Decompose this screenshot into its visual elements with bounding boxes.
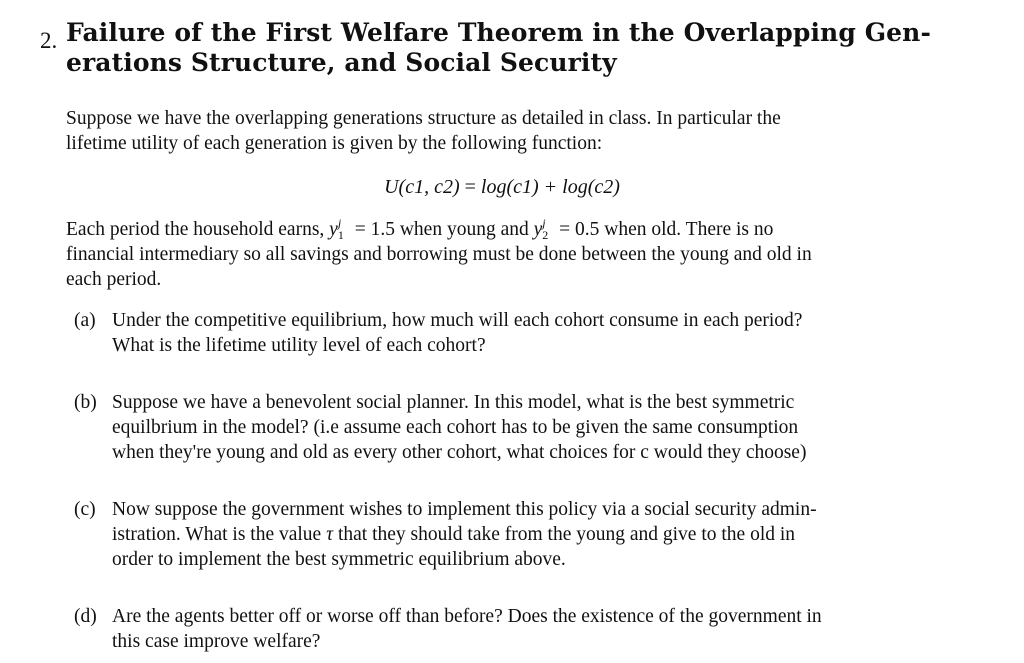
intro-line-2: lifetime utility of each generation is given by the following function:: [66, 133, 603, 154]
earnings-intro-text: Each period the household earns,: [66, 219, 325, 240]
question-a-label: (a): [74, 310, 96, 331]
problem-title-text: Failure of the First Welfare Theorem in the Overlapping Gen- erations Structure, and Social Security: [66, 18, 931, 77]
old-income-indices: [542, 216, 554, 242]
utility-equation: [66, 173, 938, 201]
utility-function-symbol: U: [384, 176, 399, 198]
question-c-line-2: [112, 522, 938, 547]
intro-paragraph: [66, 106, 938, 156]
question-a-line-1: Under the competitive equilibrium, how much will each cohort consume in each period?: [112, 310, 803, 331]
question-b-line-3: when they're young and old as every other cohort, what choices for c would they choose): [112, 442, 807, 463]
tau-symbol: τ: [326, 524, 334, 545]
young-income-subscript: 1: [337, 228, 344, 242]
question-d-line-1: Are the agents better off or worse off than before? Does the existence of the government in: [112, 606, 822, 627]
old-income-superscript: j: [542, 216, 546, 230]
question-d-text: [112, 604, 938, 654]
old-income-subscript: 2: [542, 228, 549, 242]
question-b-line-1: Suppose we have a benevolent social planner. In this model, what is the best symmetric: [112, 392, 795, 413]
old-income-symbol: y: [533, 219, 543, 240]
question-d-line-2: this case improve welfare?: [112, 631, 321, 652]
young-income-superscript: j: [337, 216, 342, 230]
question-c-text: [112, 497, 938, 572]
earnings-line-1: [66, 217, 938, 242]
young-income-value: = 1.5 when young and: [354, 219, 529, 240]
question-b-line-2: equilbrium in the model? (i.e assume each cohort has to be given the same consumption: [112, 417, 799, 438]
question-c-line-3: order to implement the best symmetric equilibrium above.: [112, 549, 566, 570]
equals-sign: =: [464, 176, 476, 198]
utility-arguments: (c1, c2): [398, 176, 460, 198]
question-a-line-2: What is the lifetime utility level of each cohort?: [112, 335, 486, 356]
earnings-line-2: financial intermediary so all savings and borrowing must be done between the young and old in: [66, 244, 812, 265]
question-a-text: [112, 308, 938, 358]
young-income-symbol: y: [329, 219, 338, 240]
question-b-text: [112, 390, 938, 465]
question-c-line-2-start: istration. What is the value: [112, 524, 322, 545]
utility-expression: log(c1) + log(c2): [480, 176, 620, 198]
intro-line-1: Suppose we have the overlapping generations structure as detailed in class. In particular the: [66, 108, 781, 129]
earnings-paragraph: [66, 217, 938, 292]
question-b-label: (b): [74, 392, 97, 413]
earnings-line-3: each period.: [66, 269, 162, 290]
problem-title: [66, 18, 976, 78]
young-income-indices: [337, 216, 350, 242]
problem-number: 2.: [40, 28, 58, 53]
old-income-value: = 0.5 when old. There is no: [559, 219, 774, 240]
question-c-label: (c): [74, 499, 96, 520]
question-c-line-1: Now suppose the government wishes to implement this policy via a social security admin-: [112, 499, 817, 520]
question-c-line-2-end: that they should take from the young and give to the old in: [337, 524, 796, 545]
question-d-label: (d): [74, 606, 97, 627]
